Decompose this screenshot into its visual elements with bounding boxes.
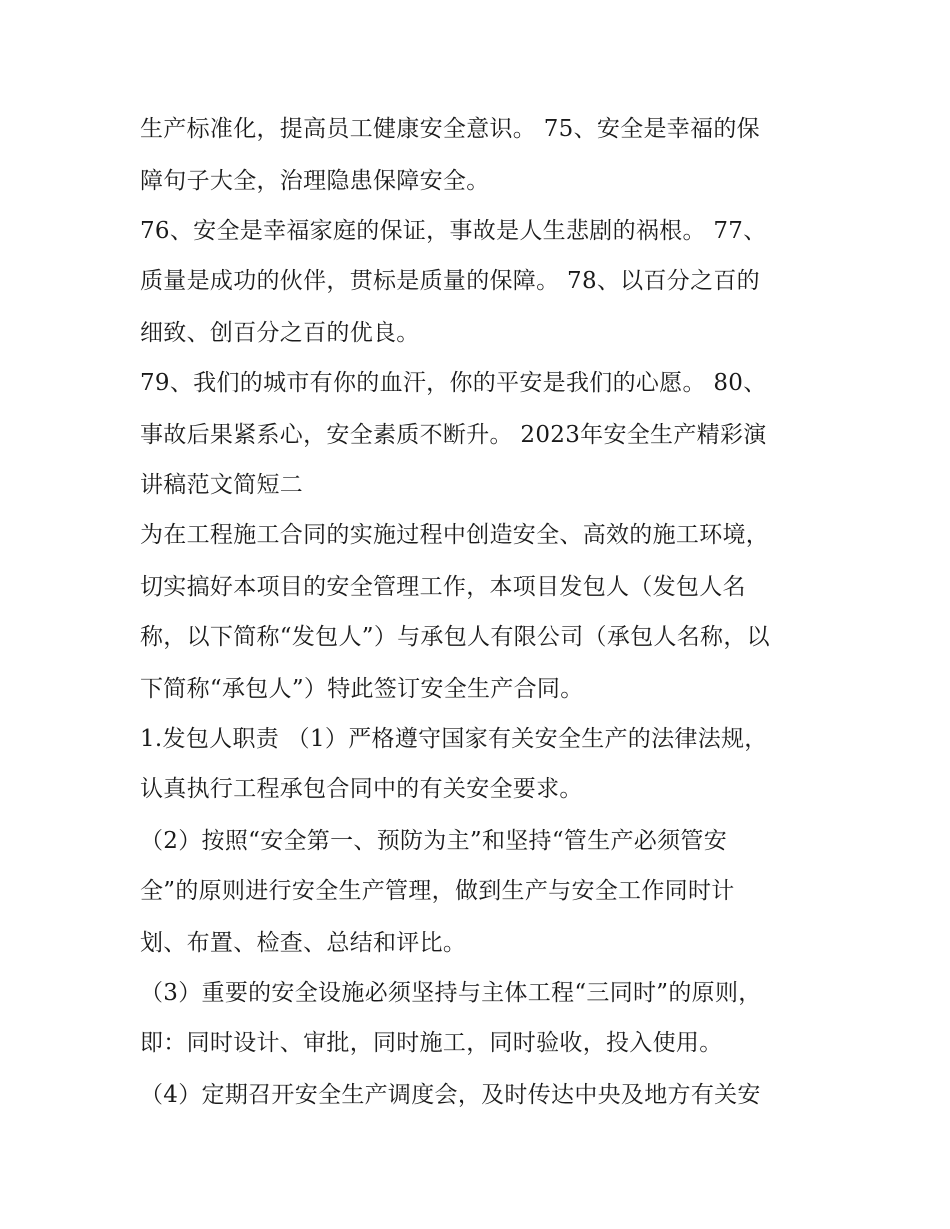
paragraph-line: 障句子大全，治理隐患保障安全。 xyxy=(140,168,490,194)
paragraph-line: 即：同时设计、审批，同时施工，同时验收，投入使用。 xyxy=(140,1030,723,1056)
paragraph-line: 切实搞好本项目的安全管理工作，本项目发包人（发包人名 xyxy=(140,574,746,600)
paragraph-line: 事故后果紧系心，安全素质不断升。 2023年安全生产精彩演 xyxy=(140,422,767,448)
paragraph-line: 为在工程施工合同的实施过程中创造安全、高效的施工环境， xyxy=(140,522,770,548)
paragraph-line: （3）重要的安全设施必须坚持与主体工程“三同时”的原则， xyxy=(140,980,762,1006)
paragraph-line: 1.发包人职责 （1）严格遵守国家有关安全生产的法律法规， xyxy=(140,726,768,752)
paragraph-line: 质量是成功的伙伴，贯标是质量的保障。 78、以百分之百的 xyxy=(140,268,760,294)
paragraph-line: 称，以下简称“发包人”）与承包人有限公司（承包人名称，以 xyxy=(140,624,770,650)
paragraph-line: （4）定期召开安全生产调度会，及时传达中央及地方有关安 xyxy=(140,1082,761,1108)
paragraph-line: （2）按照“安全第一、预防为主”和坚持“管生产必须管安 xyxy=(140,828,728,854)
paragraph-line: 全”的原则进行安全生产管理，做到生产与安全工作同时计 xyxy=(140,878,735,904)
paragraph-line: 划、布置、检查、总结和评比。 xyxy=(140,930,467,956)
paragraph-line: 下简称“承包人”）特此签订安全生产合同。 xyxy=(140,676,584,702)
paragraph-line: 讲稿范文简短二 xyxy=(140,472,304,498)
paragraph-line: 79、我们的城市有你的血汗，你的平安是我们的心愿。 80、 xyxy=(140,370,767,396)
paragraph-line: 认真执行工程承包合同中的有关安全要求。 xyxy=(140,776,583,802)
paragraph-line: 76、安全是幸福家庭的保证，事故是人生悲剧的祸根。 77、 xyxy=(140,218,767,244)
paragraph-line: 细致、创百分之百的优良。 xyxy=(140,320,420,346)
paragraph-line: 生产标准化，提高员工健康安全意识。 75、安全是幸福的保 xyxy=(140,116,760,142)
